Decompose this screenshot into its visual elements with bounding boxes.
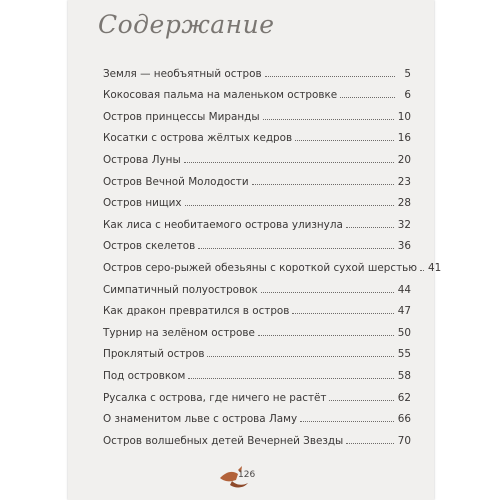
table-of-contents [103,58,442,447]
toc-entry [103,252,442,274]
toc-entry-title: Остров Вечной Молодости [103,175,249,188]
toc-entry-title: О знаменитом льве с острова Ламу [103,413,298,426]
toc-entry [103,404,411,426]
toc-entry-title: Земля — необъятный остров [103,67,262,80]
toc-entry-title: Острова Луны [103,153,181,166]
dot-leader [207,356,393,357]
toc-entry-title: Остров принцессы Миранды [103,110,260,123]
dot-leader [185,205,394,206]
page-number: 126 [238,470,256,480]
toc-title: Содержание [98,10,275,39]
toc-entry [103,80,411,102]
toc-entry [103,144,411,166]
toc-entry [103,339,411,361]
toc-entry-page: 50 [397,326,411,339]
dot-leader [295,140,394,141]
dot-leader [263,119,394,120]
toc-entry-page: 5 [404,67,411,80]
toc-entry-title: Русалка с острова, где ничего не растёт [103,391,327,404]
toc-entry-page: 28 [397,197,411,210]
toc-entry-page: 66 [397,413,411,426]
toc-entry-title: Остров скелетов [103,240,196,253]
toc-entry-page: 16 [397,132,411,145]
toc-entry-title: Как дракон превратился в остров [103,305,290,318]
toc-entry-page: 6 [404,89,411,102]
dot-leader [300,421,394,422]
dot-leader [188,378,393,379]
dot-leader [198,248,393,249]
toc-entry-title: Кокосовая пальма на маленьком островке [103,89,338,102]
dot-leader [252,184,394,185]
dot-leader [265,76,395,77]
toc-entry-page: 47 [397,305,411,318]
toc-entry-title: Как лиса с необитаемого острова улизнула [103,218,343,231]
toc-entry-page: 23 [397,175,411,188]
toc-entry [103,274,411,296]
dot-leader [346,443,394,444]
book-page [68,0,442,500]
toc-entry-title: Симпатичный полуостровок [103,283,258,296]
toc-entry-page: 55 [397,348,411,361]
toc-entry [103,360,411,382]
toc-entry [103,101,411,123]
toc-entry-page: 20 [397,153,411,166]
toc-entry-title: Косатки с острова жёлтых кедров [103,132,293,145]
toc-entry-title: Остров волшебных детей Вечерней Звезды [103,434,344,447]
toc-entry [103,166,411,188]
toc-entry-page: 10 [397,110,411,123]
dot-leader [261,292,394,293]
toc-entry [103,123,411,145]
toc-entry [103,231,411,253]
toc-entry-page: 44 [397,283,411,296]
toc-entry [103,425,411,447]
toc-entry-title: Остров нищих [103,197,182,210]
toc-entry-title: Под островком [103,369,186,382]
toc-entry-page: 62 [397,391,411,404]
dot-leader [258,335,394,336]
toc-entry-title: Проклятый остров [103,348,205,361]
toc-entry [103,188,411,210]
dot-leader [292,313,393,314]
toc-entry [103,382,411,404]
dot-leader [329,400,393,401]
toc-entry [103,296,411,318]
toc-entry-page: 36 [397,240,411,253]
toc-entry-title: Турнир на зелёном острове [103,326,255,339]
dot-leader [420,270,424,271]
toc-entry [103,317,411,339]
dot-leader [340,97,395,98]
toc-entry-page: 32 [397,218,411,231]
toc-entry-page: 70 [397,434,411,447]
dot-leader [346,227,394,228]
toc-entry-page: 58 [397,369,411,382]
toc-entry [103,58,411,80]
toc-entry [103,209,411,231]
toc-entry-title: Остров серо-рыжей обезьяны с короткой сухой шерстью [103,261,417,274]
dot-leader [184,162,394,163]
toc-entry-page: 41 [428,261,442,274]
